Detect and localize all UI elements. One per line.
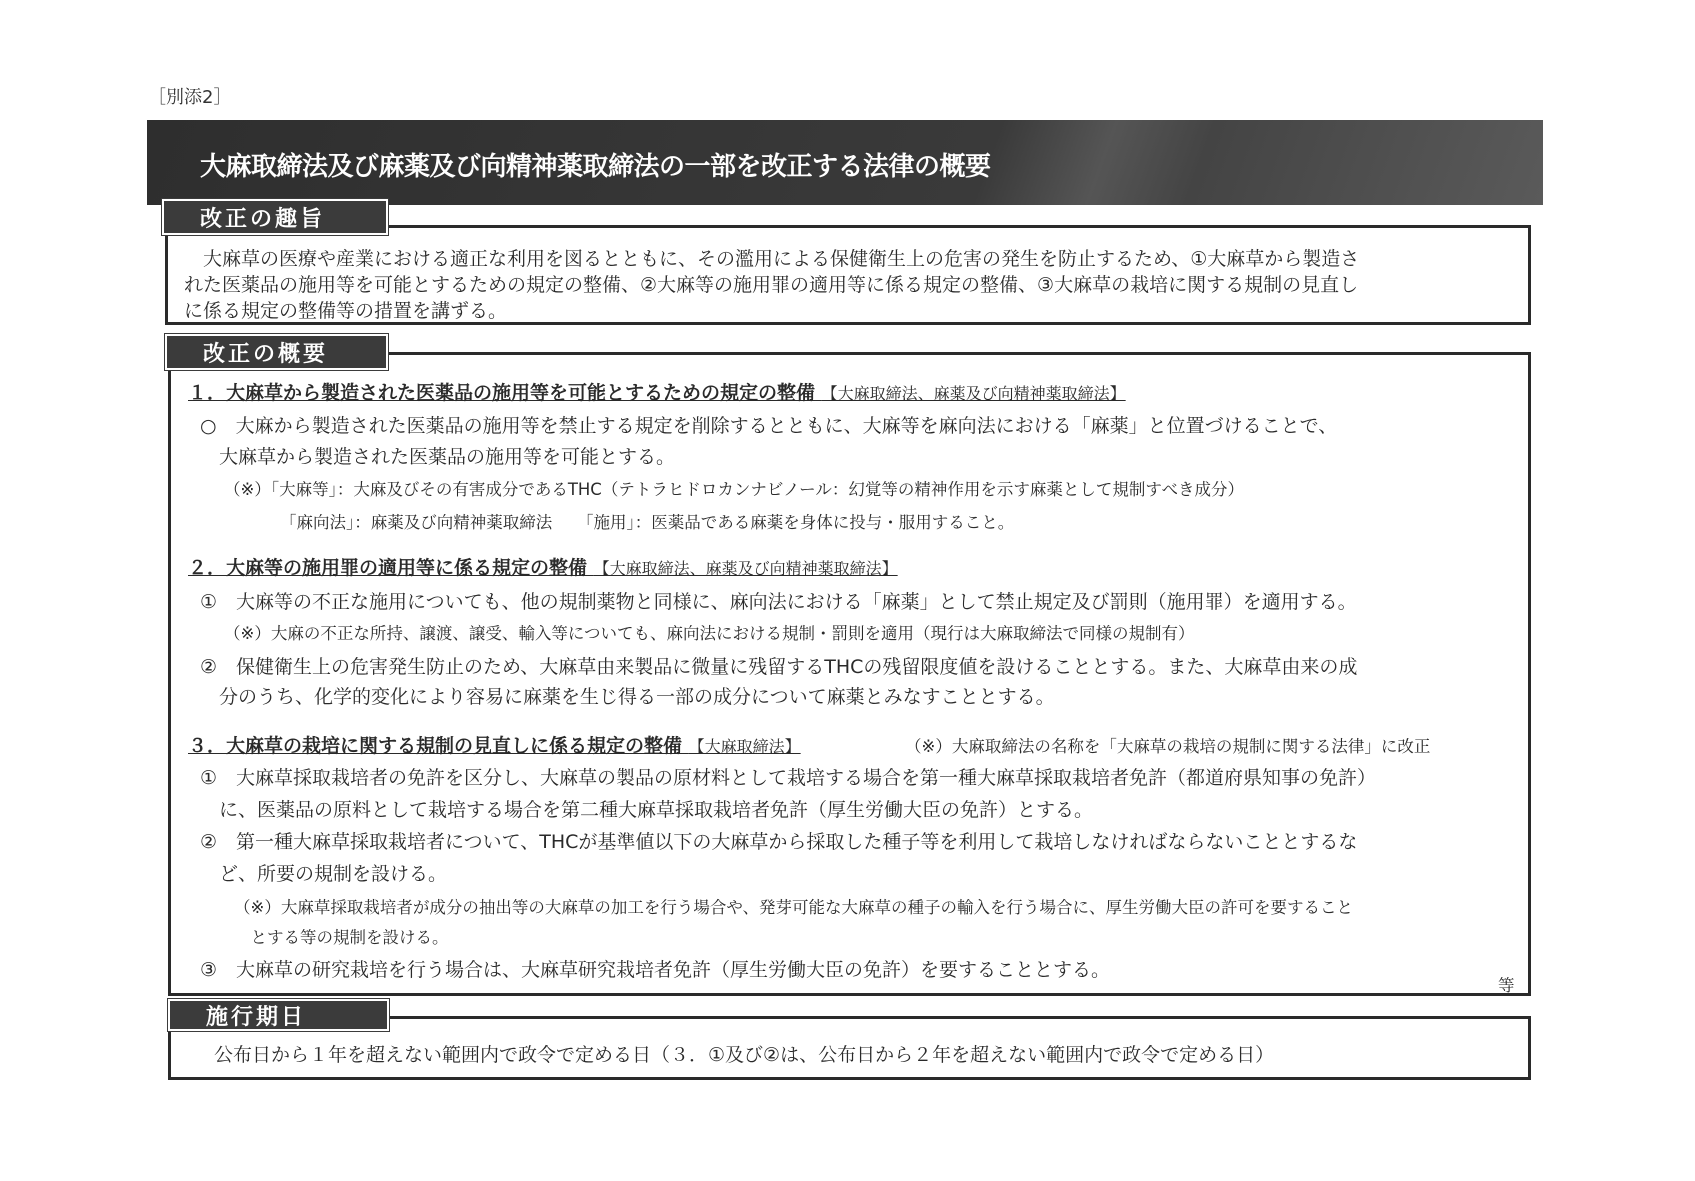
section-title: ２．大麻等の施用罪の適用等に係る規定の整備 [188, 557, 588, 579]
section-1-line: ○ 大麻から製造された医薬品の施用等を禁止する規定を削除するとともに、大麻等を麻向法における「麻薬」と位置づけることで、 [200, 415, 1338, 437]
section-3-line: ③ 大麻草の研究栽培を行う場合は、大麻草研究栽培者免許（厚生労働大臣の免許）を要することとする。 [200, 959, 1111, 981]
attachment-label: ［別添2］ [148, 87, 232, 108]
effective-date-heading: 施行期日 [168, 999, 389, 1031]
section-laws: 【大麻取締法、麻薬及び向精神薬取締法】 [593, 559, 898, 578]
section-2-line: ② 保健衛生上の危害発生防止のため、大麻草由来製品に微量に残留するTHCの残留限度値を設けることとする。また、大麻草由来の成 [200, 656, 1358, 678]
section-2-heading [188, 553, 898, 580]
section-2-line: ① 大麻等の不正な施用についても、他の規制薬物と同様に、麻向法における「麻薬」として禁止規定及び罰則（施用罪）を適用する。 [200, 591, 1357, 613]
section-laws: 【大麻取締法】 [688, 737, 801, 756]
etc-mark: 等 [1498, 976, 1515, 995]
section-2-line: 分のうち、化学的変化により容易に麻薬を生じ得る一部の成分について麻薬とみなすこととする。 [200, 686, 1055, 708]
purpose-line: 大麻草の医療や産業における適正な利用を図るとともに、その濫用による保健衛生上の危害の発生を防止するため、①大麻草から製造さ [184, 248, 1360, 270]
section-2-note: （※）大麻の不正な所持、譲渡、譲受、輸入等についても、麻向法における規制・罰則を適用（現行は大麻取締法で同様の規制有） [224, 624, 1195, 643]
section-3-note: とする等の規制を設ける。 [234, 928, 449, 947]
section-3-line: ② 第一種大麻草採取栽培者について、THCが基準値以下の大麻草から採取した種子等を利用して栽培しなければならないこととするな [200, 831, 1358, 853]
section-3-heading [188, 731, 801, 758]
page-title: 大麻取締法及び麻薬及び向精神薬取締法の一部を改正する法律の概要 [200, 152, 991, 182]
overview-heading: 改正の概要 [165, 334, 388, 370]
section-title: ３．大麻草の栽培に関する規制の見直しに係る規定の整備 [188, 735, 683, 757]
section-3-line: に、医薬品の原料として栽培する場合を第二種大麻草採取栽培者免許（厚生労働大臣の免許）とする。 [200, 799, 1094, 821]
section-laws: 【大麻取締法、麻薬及び向精神薬取締法】 [821, 384, 1126, 403]
purpose-line: に係る規定の整備等の措置を講ずる。 [184, 300, 508, 322]
section-3-line: ど、所要の規制を設ける。 [200, 863, 448, 885]
purpose-line: れた医薬品の施用等を可能とするための規定の整備、②大麻等の施用罪の適用等に係る規定の整備、③大麻草の栽培に関する規制の見直し [184, 274, 1359, 296]
section-3-line: ① 大麻草採取栽培者の免許を区分し、大麻草の製品の原材料として栽培する場合を第一種大麻草採取栽培者免許（都道府県知事の免許） [200, 767, 1377, 789]
section-title: １．大麻草から製造された医薬品の施用等を可能とするための規定の整備 [188, 382, 816, 404]
effective-date-text: 公布日から１年を超えない範囲内で政令で定める日（３．①及び②は、公布日から２年を超えない範囲内で政令で定める日） [214, 1044, 1275, 1066]
section-3-note: （※）大麻草採取栽培者が成分の抽出等の大麻草の加工を行う場合や、発芽可能な大麻草の種子の輸入を行う場合に、厚生労働大臣の許可を要すること [234, 898, 1353, 917]
section-1-note: 「麻向法」：麻薬及び向精神薬取締法 「施用」：医薬品である麻薬を身体に投与・服用すること。 [280, 513, 1015, 532]
section-1-heading [188, 378, 1126, 405]
section-1-note: （※）「大麻等」：大麻及びその有害成分であるTHC（テトラヒドロカンナビノール：幻覚等の精神作用を示す麻薬として規制すべき成分） [224, 480, 1245, 499]
section-3-rename-note: （※）大麻取締法の名称を「大麻草の栽培の規制に関する法律」に改正 [905, 737, 1431, 756]
purpose-heading: 改正の趣旨 [162, 199, 388, 235]
section-1-line: 大麻草から製造された医薬品の施用等を可能とする。 [200, 446, 676, 468]
